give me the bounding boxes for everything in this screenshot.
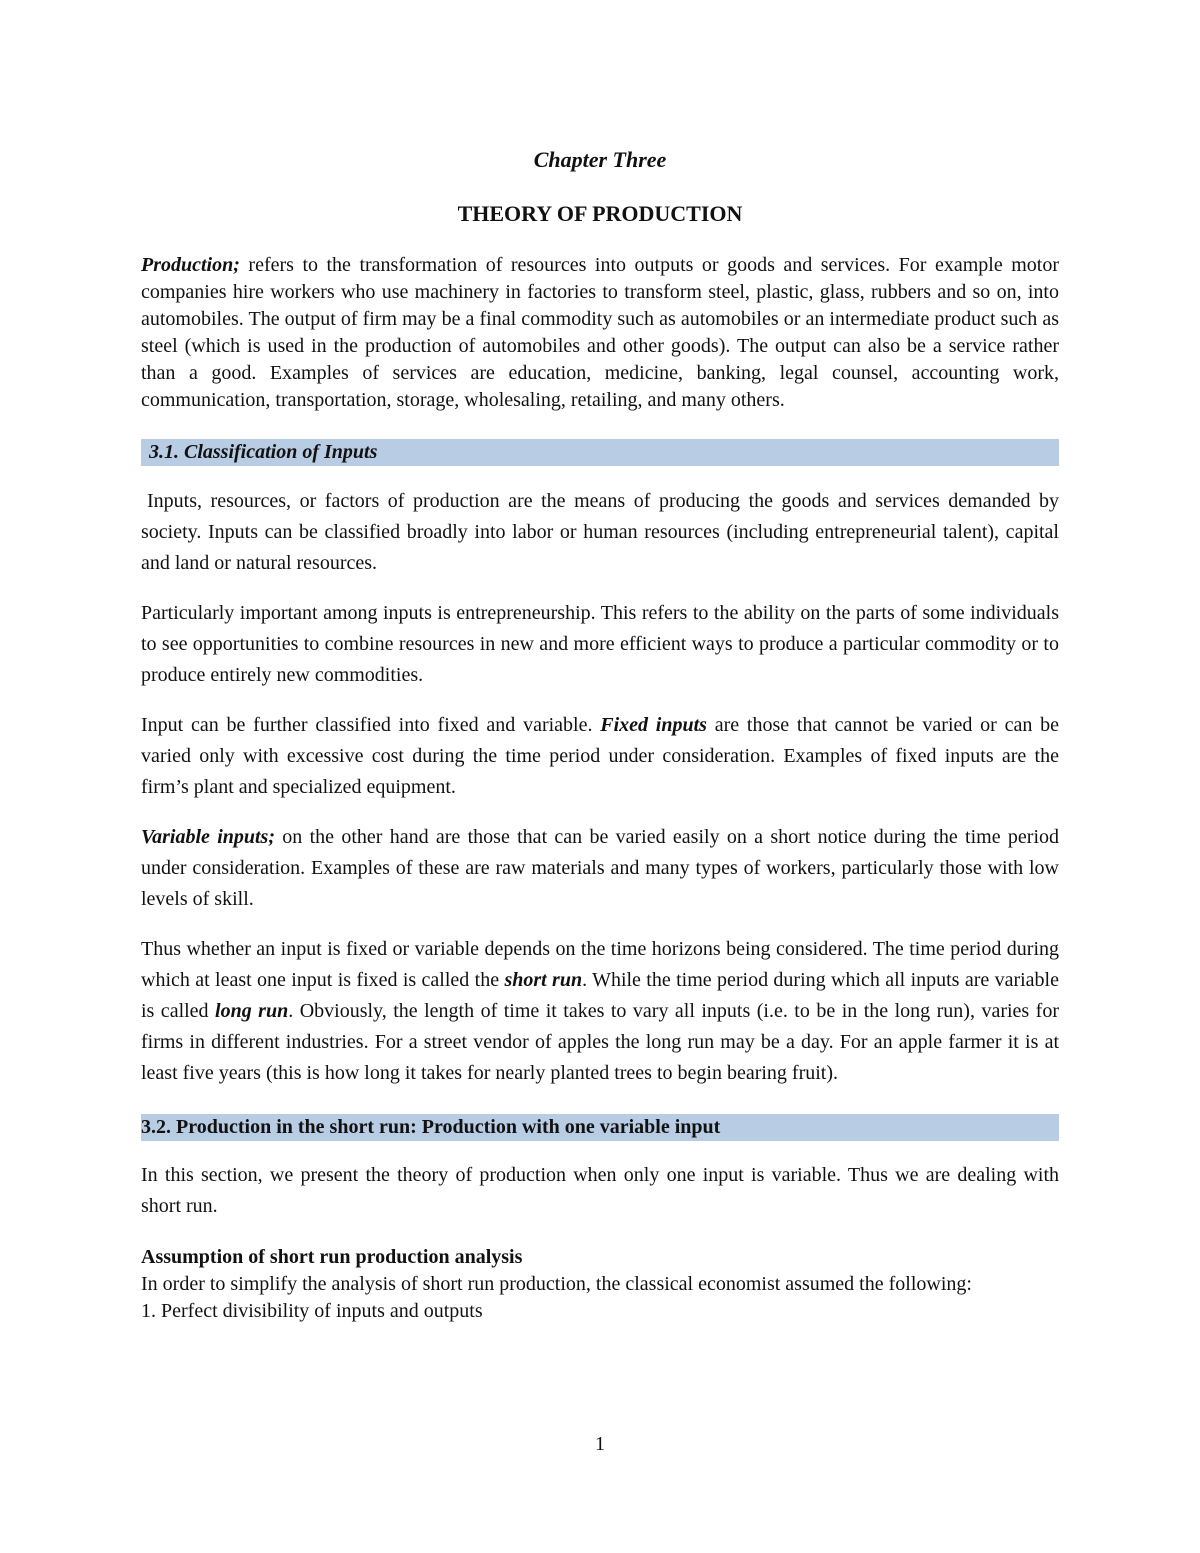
long-run-term: long run [215, 1000, 289, 1022]
assumptions-paragraph: In order to simplify the analysis of short run production, the classical economist assumed the following: [141, 1273, 972, 1295]
fixed-inputs-text: are those that cannot be varied or can be varied only with excessive cost during the time period under consideration. Examples of fixed inputs are the firm’s plant and specialized equipment. [141, 714, 1059, 798]
intro-paragraph [141, 252, 1059, 414]
page-number: 1 [595, 1433, 605, 1455]
variable-inputs-paragraph [141, 822, 1059, 915]
intro-term: Production; [141, 254, 240, 276]
fixed-inputs-lead: Input can be further classified into fixed and variable. [141, 714, 601, 736]
chapter-label: Chapter Three [533, 147, 667, 172]
time-horizon-lead: Thus whether an input is fixed or variable depends on the time horizons being considered. The time period during which at least one input is fixed is called the [141, 938, 1059, 991]
variable-inputs-text: on the other hand are those that can be varied easily on a short notice during the time period under consideration. Examples of these are raw materials and many types of workers, particularly those with low levels of skill. [141, 826, 1059, 910]
time-horizon-end: . Obviously, the length of time it takes to vary all inputs (i.e. to be in the long run), varies for firms in different industries. For a street vendor of apples the long run may be a day. For an apple farmer it is at least five years (this is how long it takes for nearly planted trees to begin bearing fruit). [141, 1000, 1059, 1084]
short-run-intro-paragraph: In this section, we present the theory of production when only one input is variable. Thus we are dealing with short run. [141, 1164, 1059, 1217]
section-heading-3-1: 3.1. Classification of Inputs [141, 439, 1059, 466]
fixed-inputs-paragraph [141, 710, 1059, 803]
inputs-paragraph: Inputs, resources, or factors of production are the means of producing the goods and services demanded by society. Inputs can be classified broadly into labor or human resources (including entrepreneurial talent), capital and land or natural resources. [141, 490, 1059, 574]
time-horizon-paragraph [141, 934, 1059, 1089]
assumptions-subheading: Assumption of short run production analysis [141, 1246, 523, 1268]
intro-text: refers to the transformation of resources into outputs or goods and services. For example motor companies hire workers who use machinery in factories to transform steel, plastic, glass, rubbers and so on, into automobiles. The output of firm may be a final commodity such as automobiles or an intermediate product such as steel (which is used in the production of automobiles and other goods). The output can also be a service rather than a good. Examples of services are education, medicine, banking, legal counsel, accounting work, communication, transportation, storage, wholesaling, retailing, and many others. [141, 254, 1059, 411]
page-content [141, 138, 1059, 1325]
assumption-item-1: 1. Perfect divisibility of inputs and outputs [141, 1300, 483, 1322]
chapter-title: THEORY OF PRODUCTION [457, 201, 743, 226]
time-horizon-middle: . While the time period during which all inputs are variable is called [141, 969, 1059, 1022]
entrepreneurship-paragraph: Particularly important among inputs is entrepreneurship. This refers to the ability on the parts of some individuals to see opportunities to combine resources in new and more efficient ways to produce a particular commodity or to produce entirely new commodities. [141, 602, 1059, 686]
short-run-term: short run [504, 969, 583, 991]
fixed-inputs-term: Fixed inputs [600, 714, 707, 736]
section-heading-3-2: 3.2. Production in the short run: Production with one variable input [141, 1114, 1059, 1141]
variable-inputs-term: Variable inputs; [141, 826, 275, 848]
